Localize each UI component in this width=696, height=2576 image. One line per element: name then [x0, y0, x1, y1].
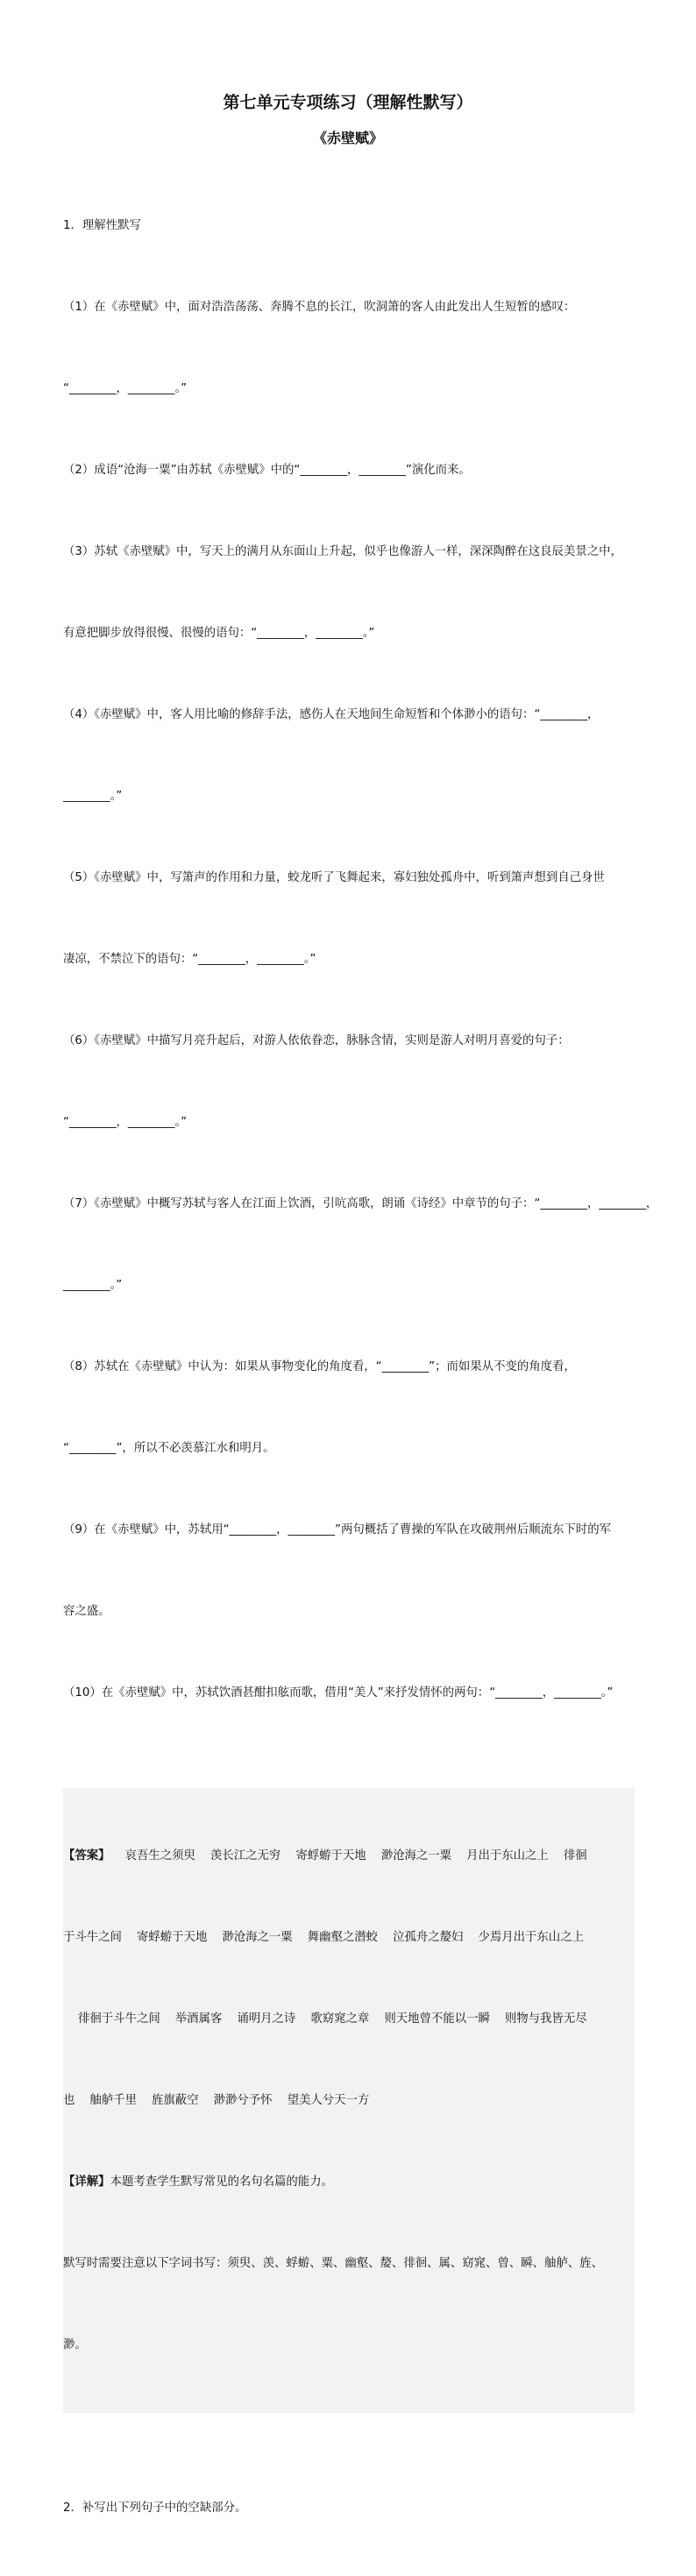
answer-line: 于斗牛之间 寄蜉蝣于天地 渺沧海之一粟 舞幽壑之潜蛟 泣孤舟之嫠妇 少焉月出于东山之上 — [63, 1931, 584, 1944]
question-line: （1）在《赤壁赋》中，面对浩浩荡荡、奔腾不息的长江，吹洞箫的客人由此发出人生短暂的感叹： — [63, 301, 576, 314]
question-line: “________”，所以不必羡慕江水和明月。 — [63, 1442, 275, 1455]
question-line: ________。” — [63, 790, 123, 803]
question-line: （6）《赤壁赋》中描写月亮升起后，对游人依依眷恋，脉脉含情，实则是游人对明月喜爱的句子： — [63, 1034, 570, 1047]
question-line: “________，________。” — [63, 382, 188, 395]
question-heading: 1．理解性默写 — [63, 219, 141, 232]
question-line: 有意把脚步放得很慢、很慢的语句：“________，________。” — [63, 627, 375, 640]
answer-label: 【答案】 — [63, 1849, 110, 1863]
question-line: （8）苏轼在《赤壁赋》中认为：如果从事物变化的角度看，“________”；而如果从不变的角度看， — [63, 1360, 576, 1373]
question-line: 凄凉，不禁泣下的语句：“________，________。” — [63, 953, 316, 966]
page-subtitle: 《赤壁赋》 — [312, 130, 383, 146]
detail-label: 【详解】 — [63, 2175, 110, 2189]
question-line: （7）《赤壁赋》中概写苏轼与客人在江面上饮酒，引吭高歌，朗诵《诗经》中章节的句子：“________，________， — [63, 1197, 658, 1210]
question-line: （2）成语“沧海一粟”由苏轼《赤壁赋》中的“________，________”演化而来。 — [63, 464, 471, 477]
page-title: 第七单元专项练习（理解性默写） — [223, 93, 473, 112]
detail-line: 渺。 — [63, 2338, 87, 2352]
answer-line: 也 舳舻千里 旌旗蔽空 渺渺兮予怀 望美人兮天一方 — [63, 2094, 370, 2107]
question-line: （9）在《赤壁赋》中，苏轼用“________，________”两句概括了曹操的军队在攻破荆州后顺流东下时的军 — [63, 1523, 611, 1536]
question-line: （5）《赤壁赋》中，写箫声的作用和力量，蛟龙听了飞舞起来，寡妇独处孤舟中，听到箫声想到自己身世 — [63, 871, 605, 884]
answer-text: 哀吾生之须臾 羡长江之无穷 寄蜉蝣于天地 渺沧海之一粟 月出于东山之上 徘徊 — [110, 1849, 587, 1863]
question-line: “________，________。” — [63, 1116, 188, 1129]
question-line: （10）在《赤壁赋》中，苏轼饮酒甚酣扣舷而歌，借用“美人”来抒发情怀的两句：“________，________。” — [63, 1686, 614, 1700]
detail-text: 本题考查学生默写常见的名句名篇的能力。 — [110, 2175, 333, 2189]
question-heading: 2．补写出下列句子中的空缺部分。 — [63, 2501, 247, 2515]
question-line: （3）苏轼《赤壁赋》中，写天上的满月从东面山上升起，似乎也像游人一样，深深陶醉在这良辰美景之中， — [63, 545, 622, 558]
answer-section — [63, 1788, 635, 2413]
question-line: （4）《赤壁赋》中，客人用比喻的修辞手法，感伤人在天地间生命短暂和个体渺小的语句：“________， — [63, 708, 600, 721]
document-body — [63, 158, 658, 2576]
question-line: ________。” — [63, 1279, 123, 1292]
question-line: 容之盛。 — [63, 1605, 110, 1618]
detail-line — [63, 2168, 635, 2196]
answer-line: 徘徊于斗牛之间 举酒属客 诵明月之诗 歌窈窕之章 则天地曾不能以一瞬 则物与我皆无尽 — [63, 2012, 587, 2026]
answer-line — [63, 1842, 635, 1870]
detail-line: 默写时需要注意以下字词书写：须臾、羡、蜉蝣、粟、幽壑、嫠、徘徊、属、窈窕、曾、瞬、舳舻、旌、 — [63, 2257, 603, 2270]
